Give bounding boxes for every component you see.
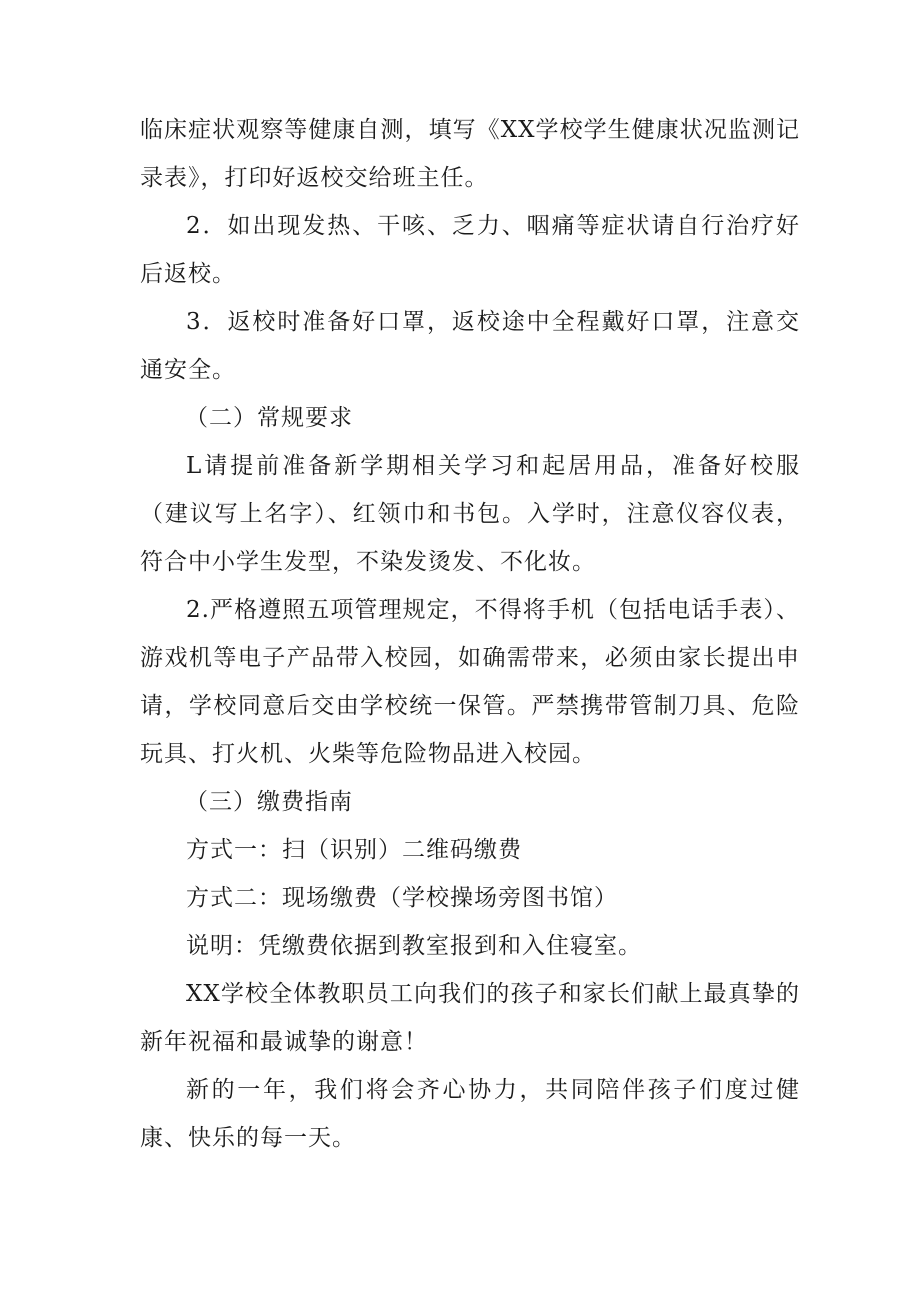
paragraph-greetings: XX学校全体教职员工向我们的孩子和家长们献上最真挚的新年祝福和最诚挚的谢意！ [140, 981, 800, 1055]
paragraph-health-self-test: 临床症状观察等健康自测，填写《XX学校学生健康状况监测记录表》，打印好返校交给班主任。 [140, 117, 800, 191]
paragraph-payment-method-1: 方式一：扫（识别）二维码缴费 [186, 837, 522, 863]
section-heading-routine: （二）常规要求 [185, 405, 353, 431]
paragraph-payment-note: 说明：凭缴费依据到教室报到和入住寝室。 [186, 933, 642, 959]
paragraph-closing: 新的一年，我们将会齐心协力，共同陪伴孩子们度过健康、快乐的每一天。 [140, 1077, 800, 1151]
paragraph-payment-method-2: 方式二：现场缴费（学校操场旁图书馆） [186, 885, 618, 911]
paragraph-masks: 3．返校时准备好口罩，返校途中全程戴好口罩，注意交通安全。 [140, 309, 800, 383]
paragraph-symptoms: 2．如出现发热、干咳、乏力、咽痛等症状请自行治疗好后返校。 [140, 213, 800, 287]
section-heading-payment: （三）缴费指南 [185, 789, 353, 815]
paragraph-regulations: 2.严格遵照五项管理规定，不得将手机（包括电话手表）、游戏机等电子产品带入校园，如确需带来，必须由家长提出申请，学校同意后交由学校统一保管。严禁携带管制刀具、危险玩具、打火机、火柴等危险物品进入校园。 [140, 597, 800, 767]
paragraph-supplies: L请提前准备新学期相关学习和起居用品，准备好校服（建议写上名字）、红领巾和书包。入学时，注意仪容仪表，符合中小学生发型，不染发烫发、不化妆。 [140, 453, 800, 575]
